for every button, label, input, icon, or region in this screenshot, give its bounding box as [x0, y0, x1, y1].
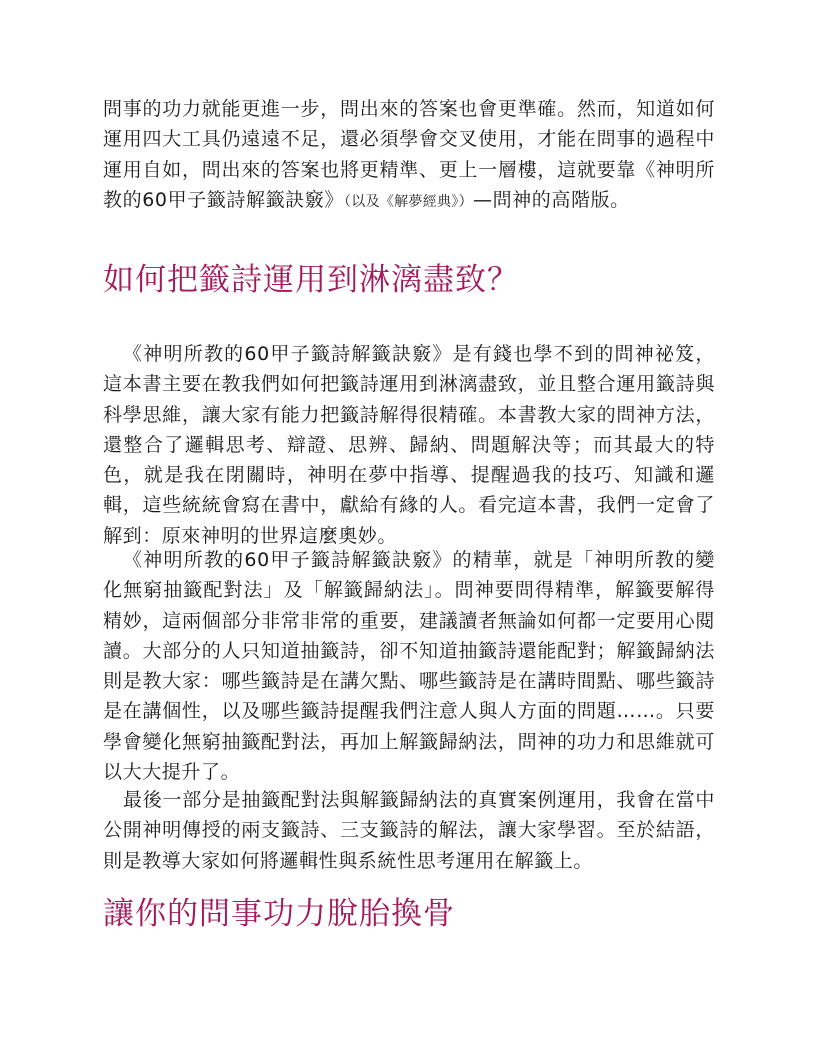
body-paragraph-4: 最後一部分是抽籤配對法與解籤歸納法的真實案例運用，我會在當中公開神明傳授的兩支籤詩、三支籤詩的解法，讓大家學習。至於結語，則是教導大家如何將邏輯性與系統性思考運用在解籤上。: [103, 789, 715, 872]
section-heading-2: 讓你的問事功力脫胎換骨: [103, 896, 455, 932]
body-paragraph-3: 《神明所教的60甲子籤詩解籤訣竅》的精華，就是「神明所教的變化無窮抽籤配對法」及「解籤歸納法」。問神要問得精準，解籤要解得精妙，這兩個部分非常非常的重要，建議讀者無論如何都一定要用心閱讀。大部分的人只知道抽籤詩，卻不知道抽籤詩還能配對；解籤歸納法則是教大家：哪些籤詩是在講欠點、哪些籤詩是在講時間點、哪些籤詩是在講個性，以及哪些籤詩提醒我們注意人與人方面的問題……。只要學會變化無窮抽籤配對法，再加上解籤歸納法，問神的功力和思維就可以大大提升了。: [103, 549, 715, 784]
section-heading-1: 如何把籤詩運用到淋漓盡致？: [103, 262, 519, 298]
intro-paragraph: [103, 94, 715, 217]
intro-text-after: —問神的高階版。: [472, 188, 630, 211]
body-paragraph-2: 《神明所教的60甲子籤詩解籤訣竅》是有錢也學不到的問神祕笈，這本書主要在教我們如何把籤詩運用到淋漓盡致，並且整合運用籤詩與科學思維，讓大家有能力把籤詩解得很精確。本書教大家的問神方法，還整合了邏輯思考、辯證、思辨、歸納、問題解決等；而其最大的特色，就是我在閉關時，神明在夢中指導、提醒過我的技巧、知識和邏輯，這些統統會寫在書中，獻給有緣的人。看完這本書，我們一定會了解到：原來神明的世界這麼奧妙。: [103, 343, 715, 547]
intro-text-before: 問事的功力就能更進一步，問出來的答案也會更準確。然而，知道如何運用四大工具仍遠遠不足，還必須學會交叉使用，才能在問事的過程中運用自如，問出來的答案也將更精準、更上一層樓，這就要靠《神明所教的60甲子籤詩解籤訣竅》: [103, 98, 715, 211]
intro-small-note: （以及《解夢經典》）: [343, 193, 473, 210]
